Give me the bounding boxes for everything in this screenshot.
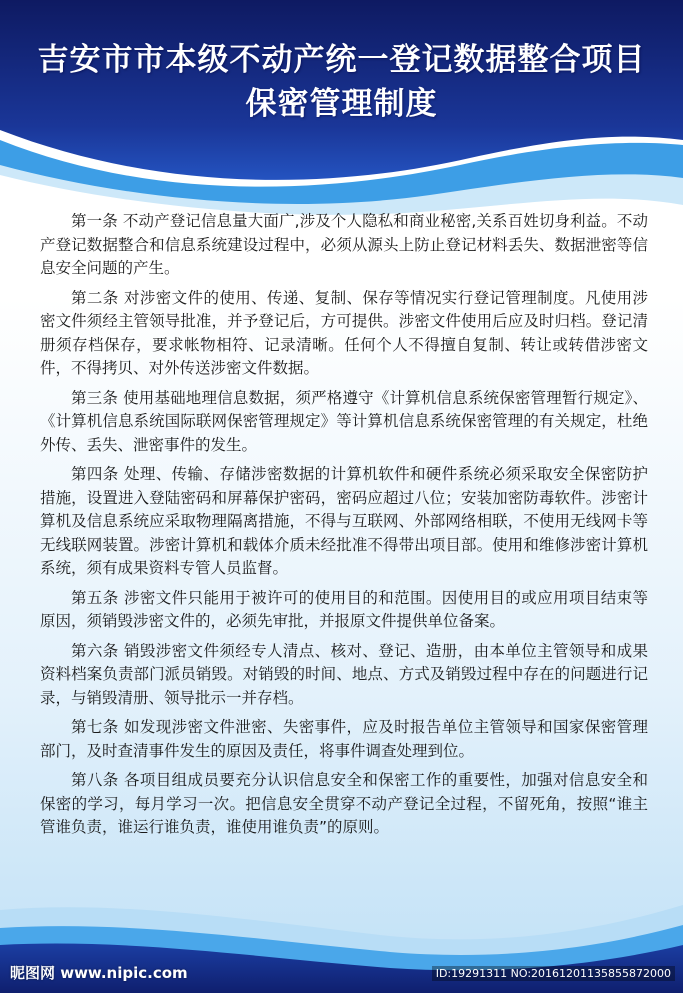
article-4: 第四条 处理、传输、存储涉密数据的计算机软件和硬件系统必须采取安全保密防护措施，设置进入登陆密码和屏幕保护密码，密码应超过八位；安装加密防毒软件。涉密计算机及信息系统应采取物理隔离措施，不得与互联网、外部网络相联，不使用无线网卡等无线联网装置。涉密计算机和载体介质未经批准不得带出项目部。使用和维修涉密计算机系统，须有成果资料专管人员监督。 bbox=[40, 465, 648, 577]
regulation-body bbox=[40, 210, 648, 846]
article-6: 第六条 销毁涉密文件须经专人清点、核对、登记、造册，由本单位主管领导和成果资料档案负责部门派员销毁。对销毁的时间、地点、方式及销毁过程中存在的问题进行记录，与销毁清册、领导批示一并存档。 bbox=[40, 641, 648, 707]
article-7: 第七条 如发现涉密文件泄密、失密事件，应及时报告单位主管领导和国家保密管理部门，及时查清事件发生的原因及责任，将事件调查处理到位。 bbox=[40, 718, 648, 760]
article-2: 第二条 对涉密文件的使用、传递、复制、保存等情况实行登记管理制度。凡使用涉密文件须经主管领导批准，并予登记后，方可提供。涉密文件使用后应及时归档。登记清册须存档保存，要求帐物相符、记录清晰。任何个人不得擅自复制、转让或转借涉密文件，不得拷贝、对外传送涉密文件数据。 bbox=[40, 288, 648, 377]
watermark-site: 昵图网 www.nipic.com bbox=[10, 964, 188, 982]
page-title bbox=[0, 38, 683, 126]
article-3: 第三条 使用基础地理信息数据，须严格遵守《计算机信息系统保密管理暂行规定》、《计算机信息系统国际联网保密管理规定》等计算机信息系统保密管理的有关规定，杜绝外传、丢失、泄密事件的发生。 bbox=[40, 388, 648, 454]
watermark-id: ID:19291311 NO:20161201135855872000 bbox=[432, 966, 675, 981]
article-8: 第八条 各项目组成员要充分认识信息安全和保密工作的重要性，加强对信息安全和保密的学习，每月学习一次。把信息安全贯穿不动产登记全过程，不留死角，按照“谁主管谁负责，谁运行谁负责，谁使用谁负责”的原则。 bbox=[40, 771, 648, 836]
title-line-2: 保密管理制度 bbox=[245, 86, 438, 122]
article-1: 第一条 不动产登记信息量大面广,涉及个人隐私和商业秘密,关系百姓切身利益。不动产登记数据整合和信息系统建设过程中，必须从源头上防止登记材料丢失、数据泄密等信息安全问题的产生。 bbox=[40, 212, 648, 277]
article-5: 第五条 涉密文件只能用于被许可的使用目的和范围。因使用目的或应用项目结束等原因，须销毁涉密文件的，必须先审批，并报原文件提供单位备案。 bbox=[40, 588, 648, 630]
title-line-1: 吉安市市本级不动产统一登记数据整合项目 bbox=[37, 42, 646, 78]
